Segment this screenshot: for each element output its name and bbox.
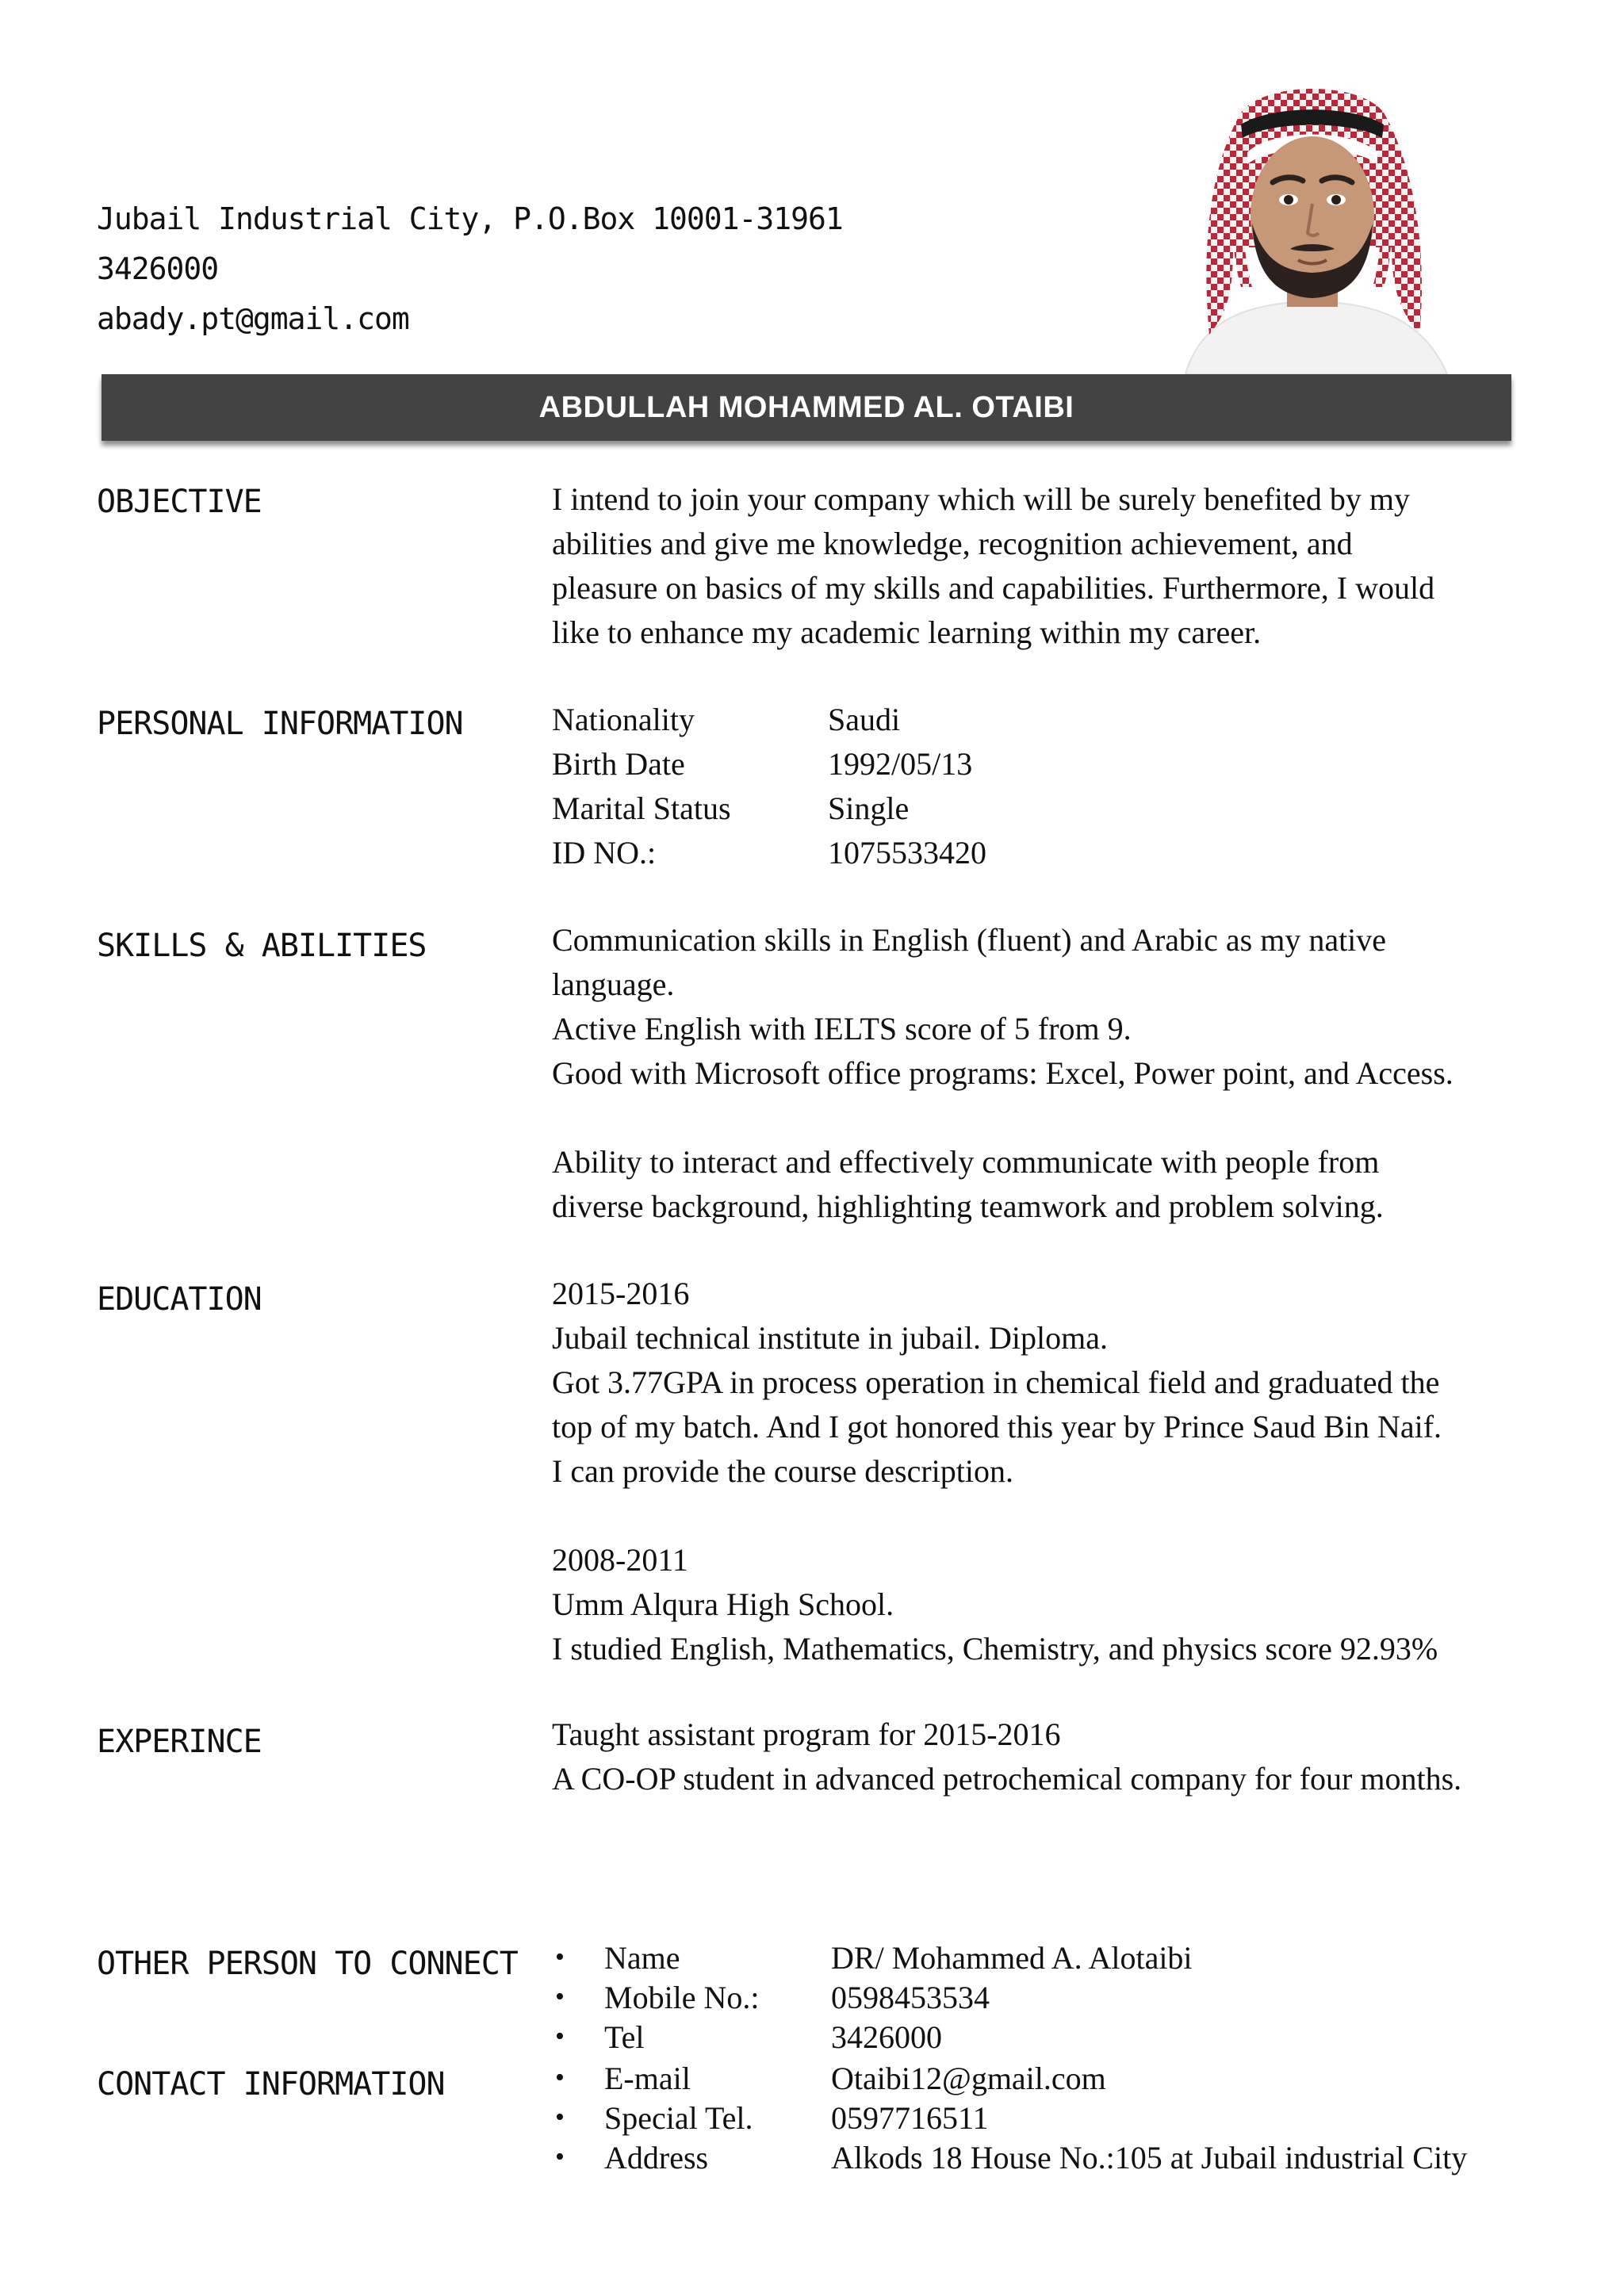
other-person-value: DR/ Mohammed A. Alotaibi [831,1939,1193,1976]
full-name: ABDULLAH MOHAMMED AL. OTAIBI [538,390,1074,424]
name-banner [102,374,1511,441]
section-label-skills: SKILLS & ABILITIES [97,928,427,964]
skills-line: diverse background, highlighting teamwork and problem solving. [552,1188,1384,1224]
skills-line: Active English with IELTS score of 5 from 9. [552,1011,1132,1047]
personal-value: Single [828,790,910,826]
bullet: • [555,2142,565,2172]
experience-line: Taught assistant program for 2015-2016 [552,1716,1061,1752]
other-person-value: 0598453534 [831,1979,990,2015]
education-line: Umm Alqura High School. [552,1586,894,1622]
other-person-key: Mobile No.: [604,1979,760,2015]
objective-content [552,477,1551,655]
personal-row [552,786,1551,831]
personal-row [552,831,1551,875]
personal-key: Marital Status [552,790,731,826]
personal-key: Birth Date [552,746,685,782]
section-label-education: EDUCATION [97,1281,262,1318]
header-contact-block [97,194,843,344]
section-label-other-person: OTHER PERSON TO CONNECT [97,1946,518,1982]
skills-line: Good with Microsoft office programs: Excel, Power point, and Access. [552,1055,1454,1091]
bullet: • [555,2022,565,2051]
experience-content [552,1712,1551,1801]
profile-photo [1154,49,1471,374]
personal-key: ID NO.: [552,835,657,871]
personal-row [552,742,1551,786]
education-line: I can provide the course description. [552,1453,1014,1489]
header-email: abady.pt@gmail.com [97,301,409,336]
skills-line: Communication skills in English (fluent) and Arabic as my native [552,922,1387,958]
objective-line: like to enhance my academic learning within my career. [552,614,1262,650]
personal-value: 1992/05/13 [828,746,973,782]
contact-email-value: Otaibi12@gmail.com [831,2060,1106,2096]
education-line: Jubail technical institute in jubail. Diploma. [552,1320,1108,1356]
other-person-row [552,1977,1551,2017]
education-line: top of my batch. And I got honored this year by Prince Saud Bin Naif. [552,1409,1442,1445]
section-label-contact-information: CONTACT INFORMATION [97,2066,445,2103]
objective-line: pleasure on basics of my skills and capabilities. Furthermore, I would [552,570,1435,606]
skills-content [552,918,1551,1229]
header-address: Jubail Industrial City, P.O.Box 10001-31961 [97,201,843,236]
education-line: Got 3.77GPA in process operation in chemical field and graduated the [552,1364,1440,1400]
contact-key: E-mail [604,2060,691,2096]
section-label-personal-information: PERSONAL INFORMATION [97,706,463,742]
skills-line: language. [552,966,675,1002]
contact-row [552,2137,1551,2177]
section-label-experience: EXPERINCE [97,1724,262,1760]
education-content [552,1272,1551,1671]
other-person-table [552,1938,1551,2057]
other-person-key: Name [604,1939,680,1976]
personal-key: Nationality [552,702,695,737]
other-person-key: Tel [604,2019,645,2055]
bullet: • [555,2063,565,2092]
objective-line: abilities and give me knowledge, recognition achievement, and [552,526,1353,561]
personal-value: Saudi [828,702,901,737]
contact-row [552,2058,1551,2098]
personal-row [552,698,1551,742]
personal-information-content [552,698,1551,875]
personal-value: 1075533420 [828,835,986,871]
experience-line: A CO-OP student in advanced petrochemical company for four months. [552,1761,1462,1797]
header-phone: 3426000 [97,251,219,286]
other-person-value: 3426000 [831,2019,942,2055]
other-person-row [552,1938,1551,1977]
section-label-objective: OBJECTIVE [97,484,262,520]
other-person-row [552,2017,1551,2057]
contact-tel-value: 0597716511 [831,2099,989,2136]
education-year: 2015-2016 [552,1276,690,1311]
contact-key: Address [604,2139,709,2175]
contact-address-value: Alkods 18 House No.:105 at Jubail industrial City [831,2139,1468,2175]
education-year: 2008-2011 [552,1542,688,1578]
bullet: • [555,1982,565,2011]
education-line: I studied English, Mathematics, Chemistry, and physics score 92.93% [552,1631,1438,1667]
objective-line: I intend to join your company which will be surely benefited by my [552,481,1410,517]
contact-row [552,2098,1551,2137]
bullet: • [555,1942,565,1972]
bullet: • [555,2103,565,2132]
skills-line: Ability to interact and effectively communicate with people from [552,1144,1380,1180]
contact-information-table [552,2058,1551,2177]
contact-key: Special Tel. [604,2099,753,2136]
